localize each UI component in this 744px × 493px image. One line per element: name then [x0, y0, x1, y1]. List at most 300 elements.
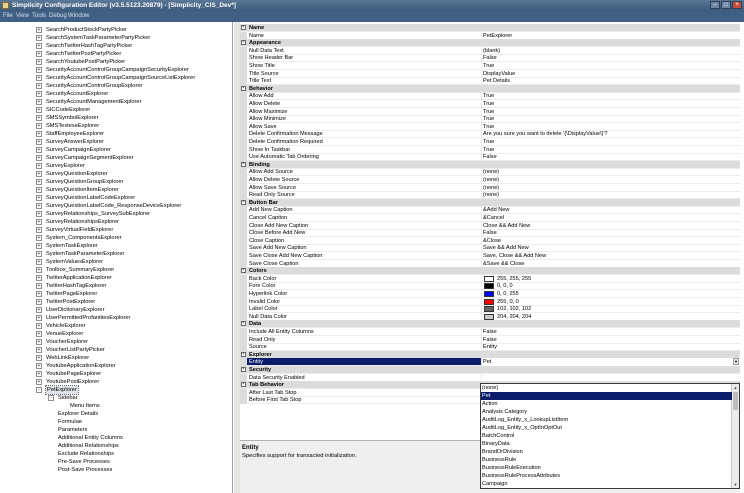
expand-icon[interactable]: + [37, 91, 41, 97]
property-name: Before First Tab Stop [249, 397, 302, 404]
expand-icon[interactable]: + [37, 43, 41, 49]
tree-item-label: SecurityAccountControlGroupCampaignSecurityExplorer [46, 67, 189, 73]
tree-item[interactable] [0, 26, 233, 34]
tree-item-label: SurveyExplorer [46, 163, 85, 169]
dropdown-option[interactable]: BusinessRule [482, 457, 517, 463]
tree-item-label: TwitterPageExplorer [46, 291, 98, 297]
tree-item-label: Exclude Relationships [58, 451, 114, 457]
minimize-icon[interactable]: – [710, 1, 720, 9]
expand-icon[interactable]: + [37, 219, 41, 225]
tree-leaf-icon: · [49, 419, 51, 425]
expand-icon[interactable]: + [37, 355, 41, 361]
tree-leaf-icon: · [49, 427, 51, 433]
tree-item-label: PetExplorer [47, 387, 77, 393]
tree-item-label: SecurityAccountManagementExplorer [46, 99, 142, 105]
tree-item-label: StaffEmployeeExplorer [46, 131, 105, 137]
property-name: Title Text [249, 78, 272, 85]
tree-item[interactable] [0, 106, 233, 114]
value-text: False [483, 336, 497, 343]
scroll-up-icon[interactable]: ▲ [733, 385, 738, 390]
expand-icon[interactable]: + [37, 315, 41, 321]
value-text: True [483, 116, 495, 123]
tree-item[interactable] [0, 314, 233, 322]
value-text: (none) [483, 177, 500, 183]
value-text: Are you sure you want to delete '{\DisplayValue\}'? [483, 131, 608, 138]
tree-item[interactable] [0, 266, 233, 274]
expand-icon[interactable]: + [37, 75, 41, 81]
value-text: False [483, 329, 497, 335]
tree-item[interactable] [0, 386, 233, 394]
expand-icon[interactable]: + [37, 187, 41, 193]
tree-item-label: SearchYoutubePostPartyPicker [46, 59, 126, 65]
dropdown-option[interactable]: Action [482, 401, 498, 407]
collapse-icon[interactable]: - [242, 39, 245, 46]
app-icon [2, 2, 9, 9]
expand-icon[interactable]: + [37, 171, 41, 177]
value-text: PetExplorer [483, 32, 513, 39]
menu-debug[interactable]: Debug [49, 13, 67, 19]
tree-item-label: UserPermittedProfanitiesExplorer [46, 315, 131, 321]
expand-icon[interactable]: + [37, 243, 41, 249]
property-name: Data Security Enabled [249, 374, 305, 381]
scroll-thumb[interactable] [733, 392, 738, 410]
collapse-icon[interactable]: - [242, 84, 245, 91]
tree-item-label: UserDictionaryExplorer [46, 307, 105, 313]
dropdown-option[interactable]: BrandOrDivision [482, 449, 523, 455]
value-text: (blank) [483, 47, 501, 54]
tree-item[interactable] [0, 42, 233, 50]
tree-item[interactable] [0, 322, 233, 330]
tree-item-label: Parameters [58, 427, 88, 433]
tree-item-label: SurveyCampaignSegmentExplorer [46, 155, 134, 161]
tree-item[interactable] [0, 90, 233, 98]
expand-icon[interactable]: + [37, 99, 41, 105]
tree-item[interactable] [0, 194, 233, 202]
window-title: Simplicity Configuration Editor (v3.5.5123.20879) - [Simplicity_CIS_Dev*] [12, 2, 236, 9]
expand-icon[interactable]: + [37, 251, 41, 257]
dropdown-arrow-icon[interactable]: ▼ [734, 359, 738, 365]
tree-item-label: SurveyQuestionExplorer [46, 171, 108, 177]
property-name: Read Only [249, 336, 276, 343]
menu-tools[interactable]: Tools [32, 13, 47, 19]
tree-item-label: SurveyRelationships_SurveySubExplorer [46, 211, 151, 217]
property-name: Allow Maximize [249, 108, 288, 115]
expand-icon[interactable]: + [37, 283, 41, 289]
row-margin [240, 396, 247, 404]
dropdown-option[interactable]: BusinessRuleExecution [482, 465, 541, 471]
expand-icon[interactable]: + [37, 115, 41, 121]
property-name: Name [249, 32, 264, 39]
tree-item[interactable] [0, 394, 233, 402]
expand-icon[interactable]: + [37, 267, 41, 273]
collapse-icon[interactable]: - [242, 320, 245, 327]
expand-icon[interactable]: + [37, 275, 41, 281]
title-bar [0, 0, 744, 11]
value-text: &Close [483, 237, 502, 244]
property-name: Cancel Caption [249, 215, 288, 221]
maximize-icon[interactable]: □ [721, 1, 731, 9]
expand-icon[interactable]: + [37, 123, 41, 129]
collapse-icon[interactable]: - [242, 24, 245, 30]
tree-item[interactable] [0, 66, 233, 74]
property-name: Null Data Text [249, 47, 284, 54]
tree-item-label: SecurityAccountControlGroupCampaignSourceListExplorer [46, 75, 196, 81]
menu-view[interactable]: View [16, 13, 29, 19]
expand-icon[interactable]: + [37, 67, 41, 73]
entity-dropdown-list[interactable] [480, 383, 740, 489]
category-label: Security [249, 367, 272, 373]
value-text: DisplayValue [483, 70, 516, 77]
tree-item[interactable] [0, 378, 233, 386]
category-label: Appearance [249, 40, 282, 47]
value-text: True [483, 123, 495, 130]
property-name: Allow Add [249, 93, 274, 100]
color-value: 0, 0, 255 [497, 291, 519, 297]
expand-icon[interactable]: + [37, 203, 41, 209]
tree-item-label: WebLinkExplorer [46, 355, 90, 361]
property-name: Save Close Add New Caption [249, 253, 323, 259]
expand-icon[interactable]: + [37, 179, 41, 185]
explorer-tree[interactable] [0, 22, 233, 493]
menu-bar [0, 11, 744, 22]
expand-icon[interactable]: + [37, 195, 41, 201]
tree-item[interactable] [0, 362, 233, 370]
color-swatch [484, 291, 494, 297]
value-text: True [483, 146, 495, 153]
expand-icon[interactable]: + [37, 235, 41, 241]
tree-item[interactable] [0, 98, 233, 106]
expand-icon[interactable]: + [37, 363, 41, 369]
color-swatch [484, 299, 494, 305]
tree-item-label: Additional Entity Columns [58, 435, 123, 441]
dropdown-option[interactable]: BatchControl [482, 433, 515, 439]
tree-item[interactable] [0, 274, 233, 282]
value-text: True [483, 108, 495, 115]
value-text: &Save && Close [483, 260, 525, 267]
expand-icon[interactable]: + [37, 323, 41, 329]
category-label: Binding [249, 161, 270, 168]
tree-item-label: SMSSymbolExplorer [46, 115, 99, 121]
property-name: Use Automatic Tab Ordering [249, 154, 319, 161]
tree-item-label: SystemValuesExplorer [46, 259, 104, 265]
tree-item[interactable] [0, 226, 233, 234]
tree-item-label: YoutubePageExplorer [46, 371, 102, 377]
tree-leaf-icon: · [49, 411, 51, 417]
tree-item[interactable] [0, 34, 233, 42]
tree-item[interactable] [0, 82, 233, 90]
tree-item-label: TwitterHashTagExplorer [46, 283, 107, 289]
expand-icon[interactable]: + [37, 35, 41, 41]
color-swatch [484, 306, 494, 312]
property-name: Allow Delete [249, 101, 281, 107]
tree-item-label: SurveyQuestionLabelCode_ResponseDeviceExplorer [46, 203, 182, 209]
expand-icon[interactable]: + [37, 59, 41, 65]
value-text: Close && Add New [483, 222, 531, 229]
collapse-icon[interactable]: - [242, 160, 245, 167]
value-text: (none) [483, 169, 500, 176]
property-name: Save Close Caption [249, 260, 299, 267]
property-name: Entity [249, 359, 263, 366]
expand-icon[interactable]: + [37, 227, 41, 233]
tree-item[interactable] [0, 186, 233, 194]
property-name: Show Title [249, 63, 275, 69]
tree-item[interactable] [0, 306, 233, 314]
tree-item[interactable] [0, 50, 233, 58]
help-title: Entity [242, 445, 259, 451]
property-grid[interactable] [240, 22, 740, 437]
tree-item[interactable] [0, 450, 233, 458]
tree-item[interactable] [0, 370, 233, 378]
value-text: (none) [483, 184, 500, 191]
expand-icon[interactable]: + [37, 163, 41, 169]
value-text: &Cancel [483, 215, 505, 221]
dropdown-option[interactable]: Pet [481, 392, 732, 400]
expand-icon[interactable]: + [37, 299, 41, 305]
dropdown-option[interactable]: AuditLog_Entity_x_LookupListItem [482, 417, 569, 423]
expand-icon[interactable]: + [37, 339, 41, 345]
property-name: Add New Caption [249, 207, 293, 214]
tree-item[interactable] [0, 298, 233, 306]
tree-item[interactable] [0, 402, 233, 410]
collapse-icon[interactable]: - [242, 350, 245, 357]
category-label: Name [249, 25, 265, 31]
property-name: Invalid Color [249, 298, 281, 305]
expand-icon[interactable]: + [37, 51, 41, 57]
tree-item[interactable] [0, 418, 233, 426]
expand-icon[interactable]: + [37, 83, 41, 89]
value-text: True [483, 63, 495, 69]
tree-item[interactable] [0, 250, 233, 258]
category-label: Behavior [249, 85, 273, 92]
value-text: Save, Close && Add New [483, 253, 547, 259]
tree-item-label: SystemTaskParameterExplorer [46, 251, 125, 257]
expand-icon[interactable]: + [37, 139, 41, 145]
tree-item[interactable] [0, 114, 233, 122]
category-label: Tab Behavior [249, 382, 285, 389]
tree-item[interactable] [0, 354, 233, 362]
tree-item[interactable] [0, 258, 233, 266]
tree-leaf-icon: · [49, 459, 51, 465]
value-text: False [483, 230, 497, 237]
property-name: Source [249, 344, 267, 351]
value-text: True [483, 139, 495, 145]
tree-item[interactable] [0, 330, 233, 338]
tree-item-label: SecurityAccountControlGroupExplorer [46, 83, 143, 89]
collapse-icon[interactable]: - [36, 387, 42, 393]
dropdown-option[interactable]: AuditLog_Entity_x_OptInOptOut [482, 425, 562, 431]
tree-item-label: SurveyQuestionItemExplorer [46, 187, 119, 193]
tree-item[interactable] [0, 234, 233, 242]
tree-item[interactable] [0, 346, 233, 354]
category-label: Button Bar [249, 199, 278, 206]
tree-item[interactable] [0, 442, 233, 450]
property-name: Null Data Color [249, 313, 287, 320]
tree-leaf-icon: · [49, 435, 51, 441]
tree-item-label: System_ComponentsExplorer [46, 235, 122, 241]
tree-item-label: SurveyQuestionGroupExplorer [46, 179, 124, 185]
tree-item[interactable] [0, 458, 233, 466]
tree-item-label: SystemTaskExplorer [46, 243, 98, 249]
tree-item[interactable] [0, 410, 233, 418]
tree-item[interactable] [0, 178, 233, 186]
category-label: Colors [249, 268, 267, 275]
dropdown-scrollbar[interactable] [731, 384, 739, 488]
color-value: 255, 0, 0 [497, 298, 519, 305]
tree-item-label: Additional Relationships [58, 443, 119, 449]
tree-item[interactable] [0, 466, 233, 474]
tree-item-label: Formulae [58, 419, 83, 425]
expand-icon[interactable]: + [37, 379, 41, 385]
tree-item-label: SurveyAnswerExplorer [46, 139, 104, 145]
dropdown-option[interactable]: (none) [482, 385, 499, 391]
category-label: Explorer [249, 351, 272, 358]
property-name: Close Before Add New [249, 230, 306, 237]
close-icon[interactable]: × [732, 1, 742, 9]
property-name: Close Add New Caption [249, 222, 309, 229]
expand-icon[interactable]: + [37, 331, 41, 337]
tree-item-label: YoutubePostExplorer [46, 379, 100, 385]
tree-leaf-icon: · [61, 403, 63, 409]
property-name: Back Color [249, 275, 277, 282]
tree-item[interactable] [0, 162, 233, 170]
tree-item-label: Sidebar [58, 395, 78, 401]
tree-item[interactable] [0, 282, 233, 290]
tree-item-label: VoucherExplorer [46, 339, 89, 345]
menu-file[interactable]: File [3, 13, 13, 19]
value-text: Save && Add New [483, 245, 529, 252]
tree-item-label: SurveyRelationshipsExplorer [46, 219, 120, 225]
tree-item-label: Menu Items [70, 403, 100, 409]
tree-item-label: SurveyCampaignExplorer [46, 147, 111, 153]
property-name: Allow Delete Source [249, 177, 300, 183]
collapse-icon[interactable]: - [242, 198, 245, 205]
tree-item[interactable] [0, 290, 233, 298]
value-text: Pet [483, 359, 492, 366]
property-name: Delete Confirmation Required [249, 139, 323, 145]
property-name: Hyperlink Color [249, 291, 288, 297]
tree-item-label: VenueExplorer [46, 331, 84, 337]
tree-item-label: SecurityAccountExplorer [46, 91, 109, 97]
color-value: 255, 255, 255 [497, 275, 532, 282]
color-value: 102, 102, 102 [497, 306, 532, 313]
expand-icon[interactable]: + [37, 107, 41, 113]
tree-item[interactable] [0, 434, 233, 442]
tree-item[interactable] [0, 218, 233, 226]
expand-icon[interactable]: + [37, 155, 41, 161]
value-text: True [483, 101, 495, 107]
expand-icon[interactable]: + [37, 347, 41, 353]
value-text: Pet Details [483, 78, 511, 85]
tree-item[interactable] [0, 146, 233, 154]
property-name: Allow Save Source [249, 184, 296, 191]
tree-item-label: TwitterApplicationExplorer [46, 275, 112, 281]
tree-item-label: SearchTwitterPostPartyPicker [46, 51, 122, 57]
tree-item[interactable] [0, 426, 233, 434]
scroll-down-icon[interactable]: ▼ [733, 482, 738, 487]
dropdown-option[interactable]: Campaign [482, 481, 508, 487]
tree-item[interactable] [0, 122, 233, 130]
tree-item[interactable] [0, 242, 233, 250]
value-text: Entity [483, 344, 497, 351]
value-text: False [483, 55, 497, 62]
tree-item-label: Pre-Save Processes [58, 459, 110, 465]
color-swatch [484, 276, 494, 282]
expand-icon[interactable]: + [37, 211, 41, 217]
property-name: Label Color [249, 306, 278, 313]
tree-item-label: SearchSystemTaskParameterPartyPicker [46, 35, 151, 41]
tree-item[interactable] [0, 338, 233, 346]
color-value: 0, 0, 0 [497, 283, 513, 290]
property-name: Allow Add Source [249, 169, 293, 176]
expand-icon[interactable]: + [37, 371, 41, 377]
dropdown-option[interactable]: BusinessRuleProcessAttributes [482, 473, 561, 479]
collapse-icon[interactable]: - [48, 395, 54, 401]
property-name: Delete Confirmation Message [249, 131, 323, 138]
tree-leaf-icon: · [49, 451, 51, 457]
menu-window[interactable]: Window [68, 13, 90, 19]
tree-item[interactable] [0, 170, 233, 178]
tree-item-label: VoucherListPartyPicker [46, 347, 105, 353]
tree-item-label: Explorer Details [58, 411, 99, 417]
property-name: After Last Tab Stop [249, 389, 297, 396]
property-name: Title Source [249, 70, 279, 77]
tree-item[interactable] [0, 58, 233, 66]
collapse-icon[interactable]: - [242, 381, 245, 388]
tree-item[interactable] [0, 138, 233, 146]
property-name: Include All Entity Columns [249, 329, 314, 335]
tree-item[interactable] [0, 74, 233, 82]
property-name: Allow Save [249, 123, 277, 130]
expand-icon[interactable]: + [37, 27, 41, 33]
expand-icon[interactable]: + [37, 131, 41, 137]
tree-item[interactable] [0, 210, 233, 218]
help-text: Specifies support for transacted initialization. [242, 453, 357, 459]
tree-leaf-icon: · [49, 443, 51, 449]
collapse-icon[interactable]: - [242, 267, 245, 274]
property-name: Read Only Source [249, 192, 295, 199]
color-swatch [484, 283, 494, 289]
expand-icon[interactable]: + [37, 259, 41, 265]
collapse-icon[interactable]: - [242, 366, 245, 372]
tree-item[interactable] [0, 202, 233, 210]
expand-icon[interactable]: + [37, 147, 41, 153]
tree-item[interactable] [0, 154, 233, 162]
tree-item-label: SearchTwitterHashTagPartyPicker [46, 43, 133, 49]
value-text: False [483, 154, 497, 161]
property-name: Show Header Bar [249, 55, 294, 62]
tree-item-label: Toolbox_SummaryExplorer [46, 267, 115, 273]
expand-icon[interactable]: + [37, 307, 41, 313]
dropdown-option[interactable]: BinaryData [482, 441, 510, 447]
category-label: Data [249, 321, 262, 328]
color-value: 204, 204, 204 [497, 313, 532, 320]
tree-item-label: YoutubeApplicationExplorer [46, 363, 116, 369]
tree-item-label: SMSTexteseExplorer [46, 123, 100, 129]
expand-icon[interactable]: + [37, 291, 41, 297]
property-name: Fore Color [249, 283, 276, 290]
tree-item-label: SurveyQuestionLabelCodeExplorer [46, 195, 136, 201]
tree-item[interactable] [0, 130, 233, 138]
property-name: Allow Minimize [249, 116, 286, 123]
color-swatch [484, 314, 494, 320]
window-controls [710, 1, 742, 9]
dropdown-option[interactable]: Analysis Category [482, 409, 528, 415]
value-text: (none) [483, 192, 500, 199]
tree-leaf-icon: · [49, 467, 51, 473]
tree-item-label: SearchProductStockPartyPicker [46, 27, 127, 33]
tree-item-label: SICCodeExplorer [46, 107, 91, 113]
tree-item-label: SurveyVirtualFieldExplorer [46, 227, 114, 233]
